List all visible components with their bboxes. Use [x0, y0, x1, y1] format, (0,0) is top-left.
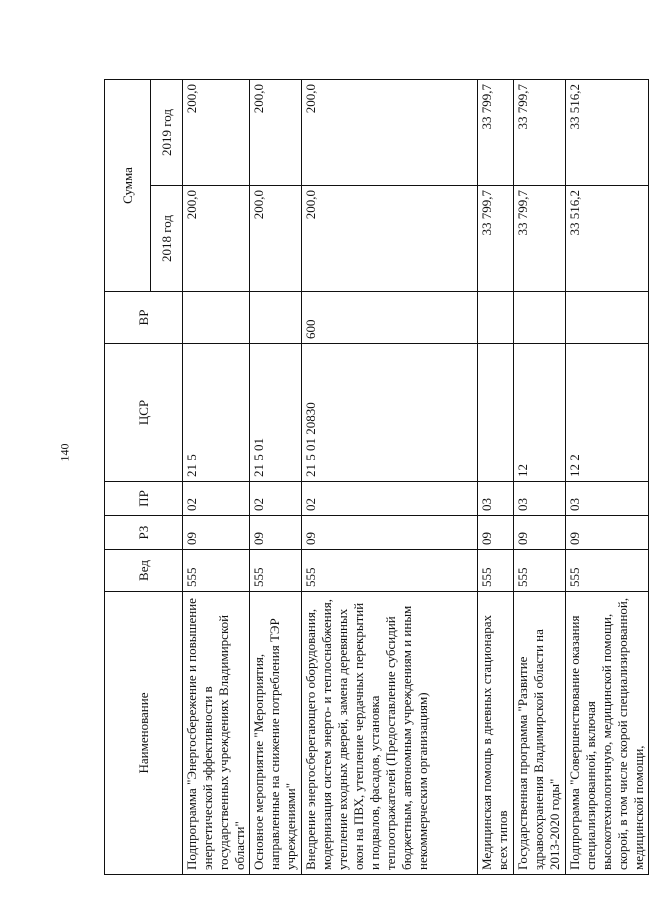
- cell-rz: 09: [183, 516, 250, 550]
- cell-ved: 555: [183, 550, 250, 592]
- cell-y2019: 200,0: [250, 80, 302, 186]
- table-row: [478, 80, 514, 875]
- header-2018: 2018 год: [151, 186, 183, 292]
- cell-name: Основное мероприятие "Мероприятия, направленные на снижение потребления ТЭР учреждениями": [250, 592, 302, 875]
- cell-y2018: 200,0: [302, 186, 478, 292]
- table-row: [566, 80, 649, 875]
- cell-rz: 09: [514, 516, 566, 550]
- cell-ved: 555: [566, 550, 649, 592]
- table-row: [514, 80, 566, 875]
- cell-name: Медицинская помощь в дневных стационарах всех типов: [478, 592, 514, 875]
- cell-y2019: 33 516,2: [566, 80, 649, 186]
- cell-y2018: 33 799,7: [514, 186, 566, 292]
- header-vr: ВР: [105, 292, 183, 344]
- header-sum: Сумма: [105, 80, 151, 292]
- cell-y2019: 33 799,7: [478, 80, 514, 186]
- cell-vr: [250, 292, 302, 344]
- cell-pr: 03: [478, 482, 514, 516]
- cell-pr: 02: [183, 482, 250, 516]
- table-row: [183, 80, 250, 875]
- cell-ved: 555: [478, 550, 514, 592]
- cell-name: Внедрение энергосберегающего оборудования, модернизация систем энерго- и теплоснабжения, утепление входных дверей, замена деревянных окон на ПВХ, утепление чердачных перекрытий и подвалов, фасадов, установка теплоотражателей (Предоставление субсидий бюджетным, автономным учреждениям и иным некоммерческим организациям): [302, 592, 478, 875]
- cell-vr: 600: [302, 292, 478, 344]
- header-name: Наименование: [105, 592, 183, 875]
- cell-y2019: 33 799,7: [514, 80, 566, 186]
- cell-pr: 02: [302, 482, 478, 516]
- cell-csr: 12: [514, 344, 566, 482]
- cell-y2018: 200,0: [250, 186, 302, 292]
- cell-vr: [514, 292, 566, 344]
- cell-csr: 21 5 01: [250, 344, 302, 482]
- cell-y2019: 200,0: [302, 80, 478, 186]
- cell-csr: 12 2: [566, 344, 649, 482]
- cell-vr: [566, 292, 649, 344]
- cell-rz: 09: [478, 516, 514, 550]
- cell-ved: 555: [514, 550, 566, 592]
- cell-name: Подпрограмма "Энергосбережение и повышение энергетической эффективности в государственных учреждениях Владимирской области": [183, 592, 250, 875]
- cell-name: Подпрограмма "Совершенствование оказания специализированной, включая высокотехнологичную, медицинской помощи, скорой, в том числе скорой специализированной, медицинской помощи,: [566, 592, 649, 875]
- cell-y2019: 200,0: [183, 80, 250, 186]
- cell-name: Государственная программа "Развитие здравоохранения Владимирской области на 2013-2020 годы": [514, 592, 566, 875]
- cell-ved: 555: [250, 550, 302, 592]
- table-row: [250, 80, 302, 875]
- cell-rz: 09: [302, 516, 478, 550]
- cell-pr: 03: [566, 482, 649, 516]
- header-rz: РЗ: [105, 516, 183, 550]
- header-row: [105, 80, 151, 875]
- cell-pr: 02: [250, 482, 302, 516]
- cell-rz: 09: [566, 516, 649, 550]
- header-ved: Вед: [105, 550, 183, 592]
- cell-y2018: 33 516,2: [566, 186, 649, 292]
- header-pr: ПР: [105, 482, 183, 516]
- cell-y2018: 33 799,7: [478, 186, 514, 292]
- cell-csr: [478, 344, 514, 482]
- cell-ved: 555: [302, 550, 478, 592]
- page-number: 140: [57, 443, 72, 462]
- cell-csr: 21 5: [183, 344, 250, 482]
- cell-csr: 21 5 01 20830: [302, 344, 478, 482]
- cell-vr: [183, 292, 250, 344]
- budget-table: [104, 79, 649, 875]
- table-row: [302, 80, 478, 875]
- header-csr: ЦСР: [105, 344, 183, 482]
- rotated-page: [104, 80, 646, 875]
- cell-rz: 09: [250, 516, 302, 550]
- table-body: [183, 80, 649, 875]
- cell-pr: 03: [514, 482, 566, 516]
- cell-y2018: 200,0: [183, 186, 250, 292]
- cell-vr: [478, 292, 514, 344]
- header-2019: 2019 год: [151, 80, 183, 186]
